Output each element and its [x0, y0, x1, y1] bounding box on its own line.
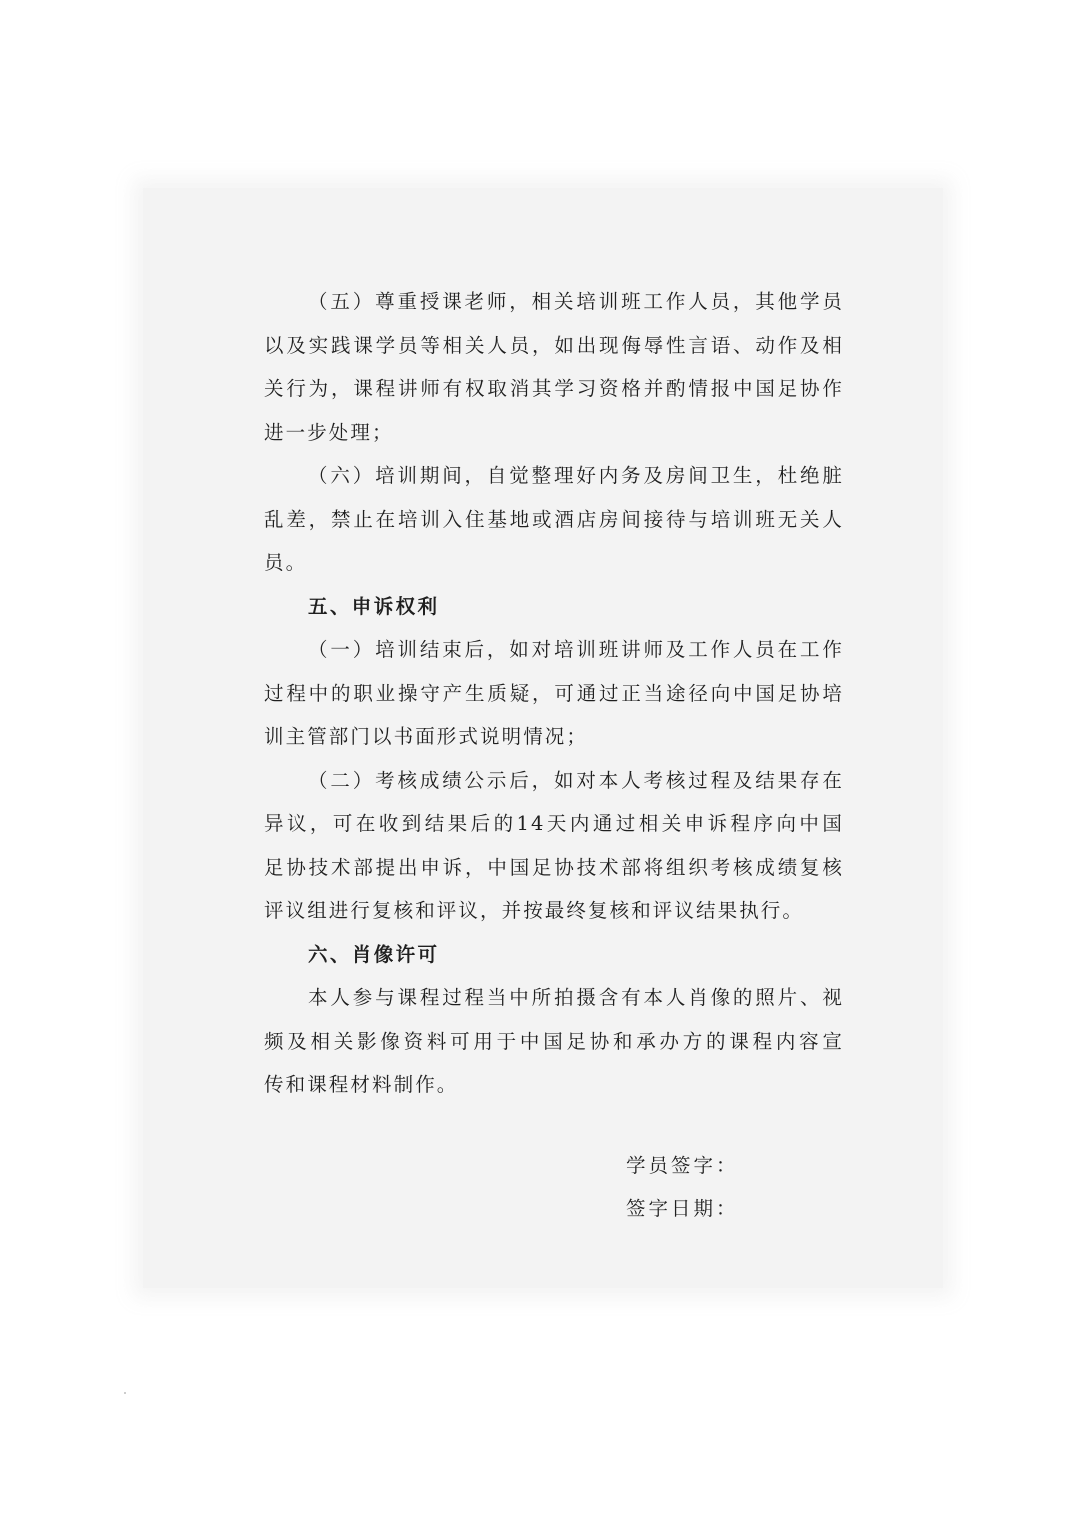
paragraph-line: 以及实践课学员等相关人员，如出现侮辱性言语、动作及相: [264, 333, 844, 357]
paragraph-line: 评议组进行复核和评议，并按最终复核和评议结果执行。: [264, 899, 805, 922]
paragraph-line: 本人参与课程过程当中所拍摄含有本人肖像的照片、视: [308, 986, 844, 1009]
paragraph-line: 过程中的职业操守产生质疑，可通过正当途径向中国足协培: [264, 681, 844, 705]
paragraph-line: 员。: [264, 551, 308, 574]
paragraph-line: 训主管部门以书面形式说明情况；: [264, 725, 589, 748]
paragraph-line: 乱差，禁止在培训入住基地或酒店房间接待与培训班无关人: [264, 507, 844, 531]
document-body: [264, 280, 844, 1107]
paragraph-line: 关行为，课程讲师有权取消其学习资格并酌情报中国足协作: [264, 377, 844, 400]
paragraph-line: 足协技术部提出申诉，中国足协技术部将组织考核成绩复核: [264, 855, 844, 879]
paragraph-line: 传和课程材料制作。: [264, 1073, 459, 1096]
paragraph-line: （二）考核成绩公示后，如对本人考核过程及结果存在: [308, 768, 844, 792]
signature-label: 学员签字：: [626, 1154, 739, 1177]
paragraph-line: （六）培训期间，自觉整理好内务及房间卫生，杜绝脏: [308, 464, 844, 487]
section-heading-appeal: 五、申诉权利: [308, 594, 440, 618]
signature-date-label: 签字日期：: [626, 1197, 739, 1220]
paragraph-line: 异议，可在收到结果后的14天内通过相关申诉程序向中国: [264, 812, 844, 835]
paragraph-line: （一）培训结束后，如对培训班讲师及工作人员在工作: [308, 638, 844, 661]
paragraph-line: （五）尊重授课老师，相关培训班工作人员，其他学员: [308, 290, 844, 313]
section-heading-portrait: 六、肖像许可: [308, 942, 440, 966]
paragraph-line: 频及相关影像资料可用于中国足协和承办方的课程内容宣: [264, 1029, 844, 1053]
scan-speck: [124, 1392, 126, 1394]
paragraph-line: 进一步处理；: [264, 420, 394, 444]
